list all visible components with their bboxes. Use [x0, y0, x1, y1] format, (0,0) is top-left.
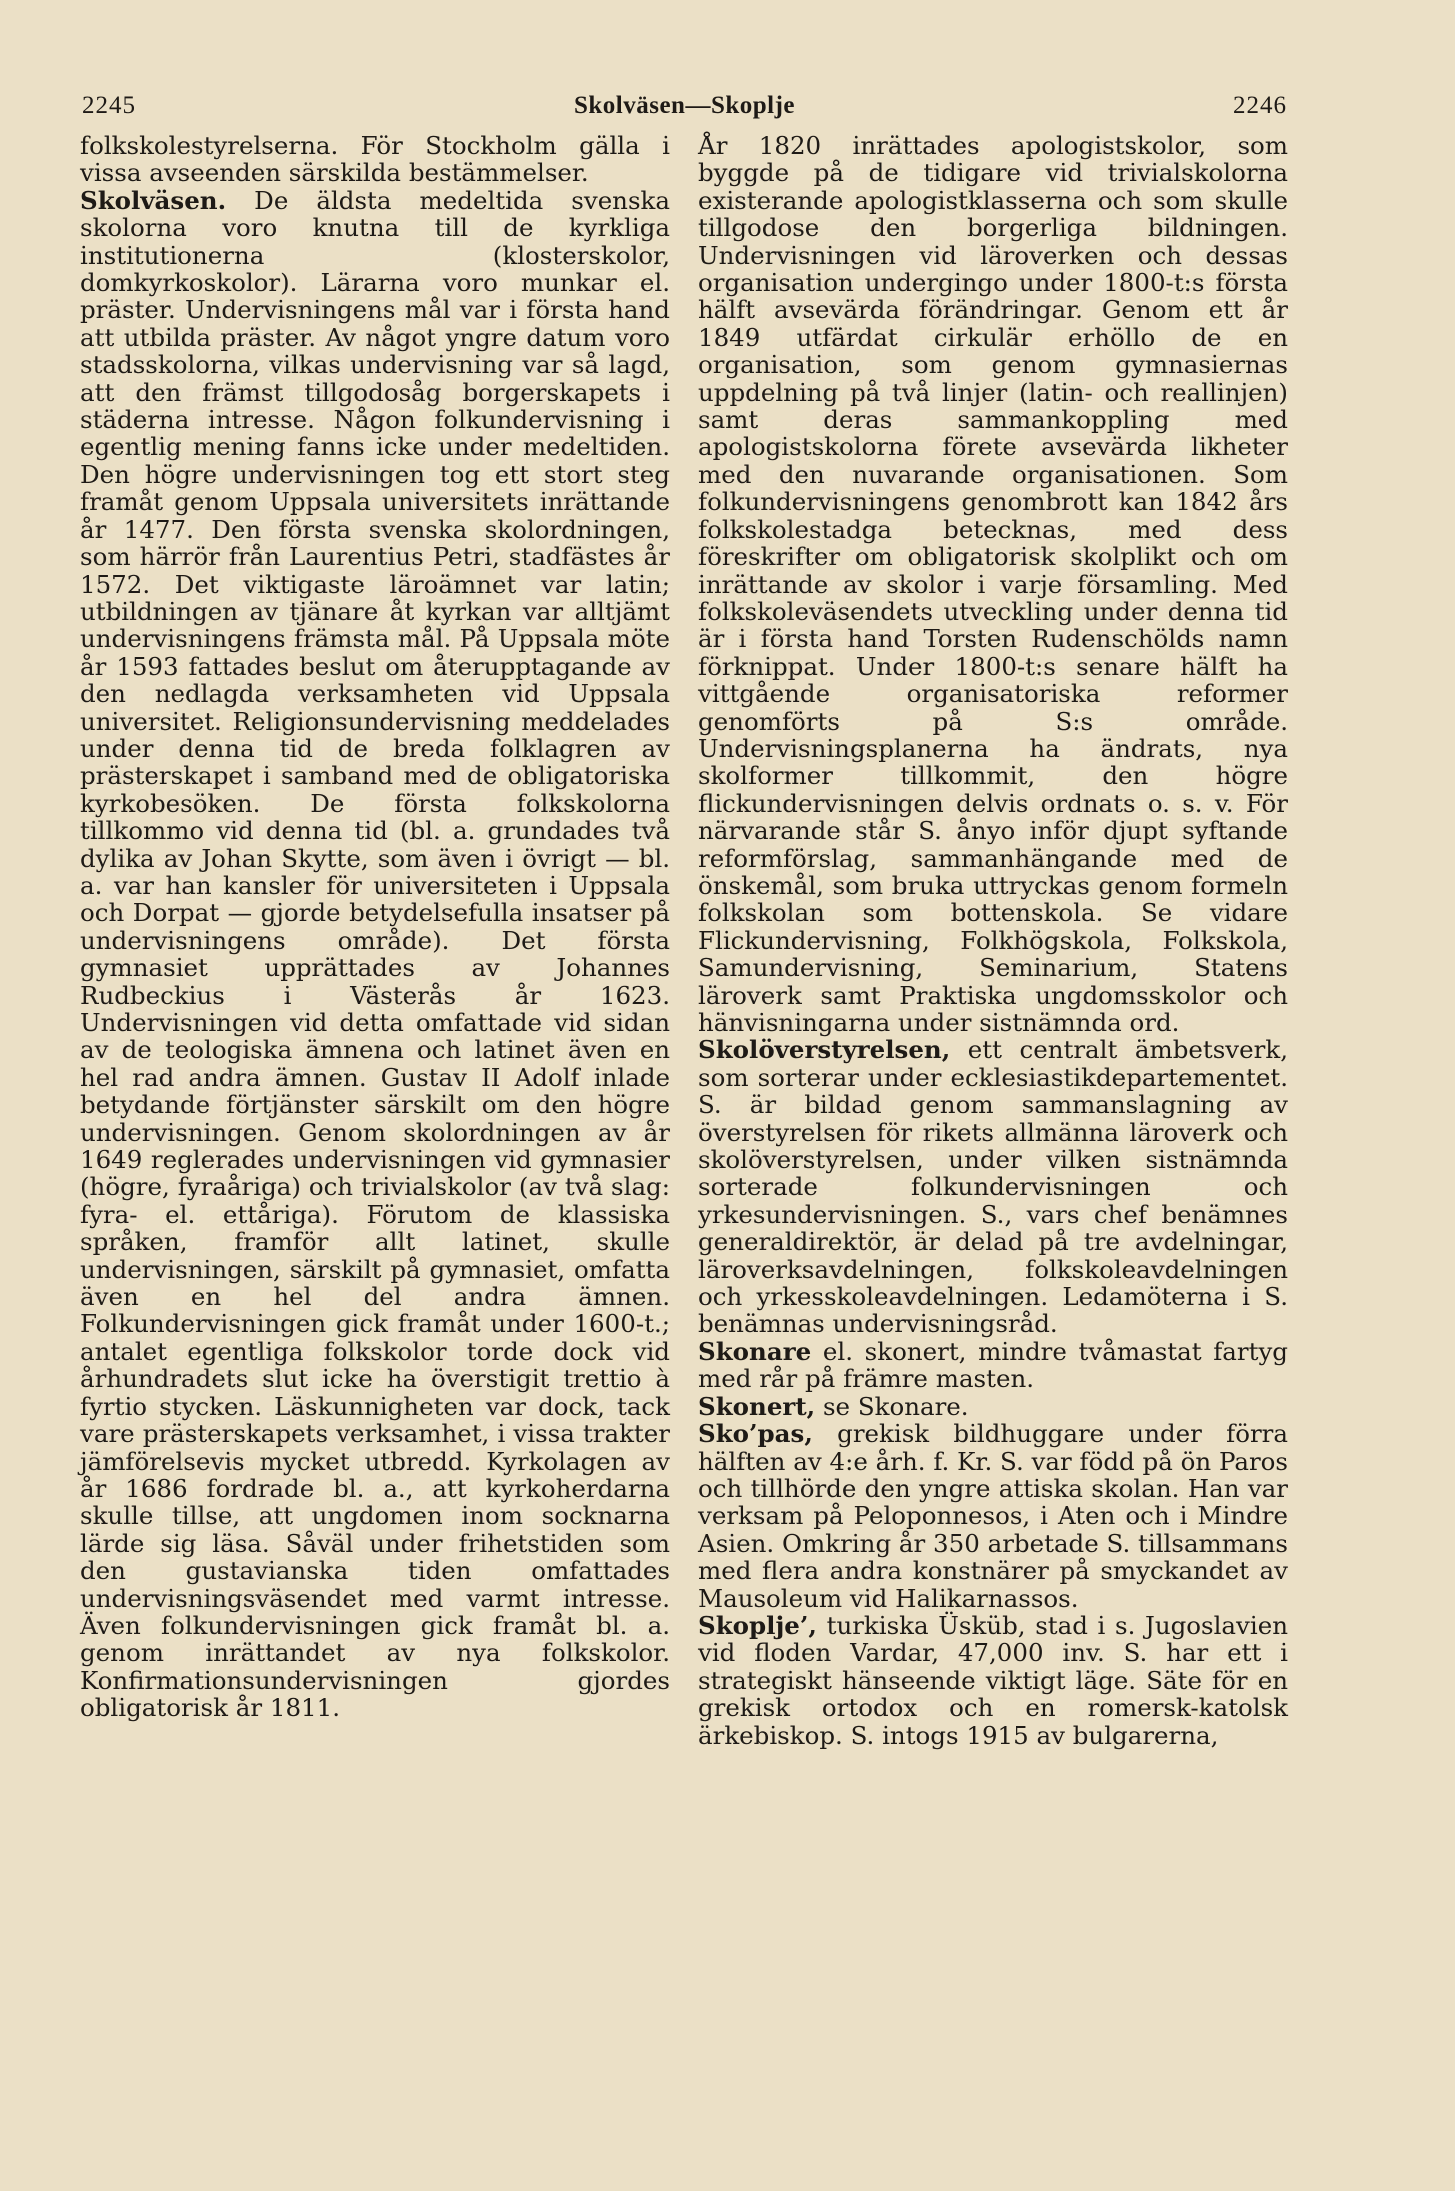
page-header — [82, 92, 1287, 126]
entry-headword: Skolöverstyrelsen, — [698, 1035, 951, 1065]
article-entry: Skonert, se Skonare. — [698, 1391, 969, 1421]
entry-headword: Skonare — [698, 1336, 812, 1366]
page-number-right: 2246 — [1233, 92, 1287, 119]
article-entry: Skoplje’, turkiska Üsküb, stad i s. Jugoslavien vid floden Vardar, 47,000 inv. S. har ett i strategiskt hänseende viktigt läge. Säte för en grekisk ortodox och en romersk-katolsk ärkebiskop. S. intogs 1915 av bulgarerna, — [698, 1610, 1288, 1750]
entry-headword: Skonert, — [698, 1391, 816, 1421]
right-column — [698, 132, 1288, 1749]
entry-headword: Skolväsen. — [80, 185, 227, 215]
running-title: Skolväsen—Skoplje — [573, 92, 796, 119]
article-entry: Skolväsen. De äldsta medeltida svenska skolorna voro knutna till de kyrkliga institutionerna (klosterskolor, domkyrkoskolor). Lärarna voro munkar el. präster. Undervisningens mål var i första hand att utbilda präster. Av något yngre datum voro stadsskolorna, vilkas undervisning var så lagd, att den främst tillgodosåg borgerskapets i städerna intresse. Någon folkundervisning i egentlig mening fanns icke under medeltiden. Den högre undervisningen tog ett stort steg framåt genom Uppsala universitets inrättande år 1477. Den första svenska skolordningen, som härrör från Laurentius Petri, stadfästes år 1572. Det viktigaste läroämnet var latin; utbildningen av tjänare åt kyrkan var alltjämt undervisningens främsta mål. På Uppsala möte år 1593 fattades beslut om återupptagande av den nedlagda verksamheten vid Uppsala universitet. Religionsundervisning meddelades under denna tid de breda folklagren av prästerskapet i samband med de obligatoriska kyrkobesöken. De första folkskolorna tillkommo vid denna tid (bl. a. grundades två dylika av Johan Skytte, som även i övrigt — bl. a. var han kansler för universiteten i Uppsala och Dorpat — gjorde betydelsefulla insatser på undervisningens område). Det första gymnasiet upprättades av Johannes Rudbeckius i Västerås år 1623. Undervisningen vid detta omfattade vid sidan av de teologiska ämnena och latinet även en hel rad andra ämnen. Gustav II Adolf inlade betydande förtjänster särskilt om den högre undervisningen. Genom skolordningen av år 1649 reglerades undervisningen vid gymnasier (högre, fyraåriga) och trivialskolor (av två slag: fyra- el. ettåriga). Förutom de klassiska språken, framför allt latinet, skulle undervisningen, särskilt på gymnasiet, omfatta även en hel del andra ämnen. Folkundervisningen gick framåt under 1600-t.; antalet egentliga folkskolor torde dock vid århundradets slut icke ha överstigit trettio à fyrtio stycken. Läskunnigheten var dock, tack vare prästerskapets verksamhet, i vissa trakter jämförelsevis mycket utbredd. Kyrkolagen av år 1686 fordrade bl. a., att kyrkoherdarna skulle tillse, att ungdomen inom socknarna lärde sig läsa. Såväl under frihetstiden som den gustavianska tiden omfattades undervisningsväsendet med varmt intresse. Även folkundervisningen gick framåt bl. a. genom inrättandet av nya folkskolor. Konfirmationsundervisningen gjordes obligatorisk år 1811. — [80, 185, 670, 1723]
article-entry: Skolöverstyrelsen, ett centralt ämbetsverk, som sorterar under ecklesiastikdepartementet. S. är bildad genom sammanslagning av överstyrelsen för rikets allmänna läroverk och skolöverstyrelsen, under vilken sistnämnda sorterade folkundervisningen och yrkesundervisningen. S., vars chef benämnes generaldirektör, är delad på tre avdelningar, läroverksavdelningen, folkskoleavdelningen och yrkesskoleavdelningen. Ledamöterna i S. benämnas undervisningsråd. — [698, 1035, 1288, 1339]
article-continuation: År 1820 inrättades apologistskolor, som byggde på de tidigare vid trivialskolorna existerande apologistklasserna och som skulle tillgodose den borgerliga bildningen. Undervisningen vid läroverken och dessas organisation undergingo under 1800-t:s första hälft avsevärda förändringar. Genom ett år 1849 utfärdat cirkulär erhöllo de en organisation, som genom gymnasiernas uppdelning på två linjer (latin- och reallinjen) samt deras sammankoppling med apologistskolorna förete avsevärda likheter med den nuvarande organisationen. Som folkundervisningens genombrott kan 1842 års folkskolestadga betecknas, med dess föreskrifter om obligatorisk skolplikt och om inrättande av skolor i varje församling. Med folkskoleväsendets utveckling under denna tid är i första hand Torsten Rudenschölds namn förknippat. Under 1800-t:s senare hälft ha vittgående organisatoriska reformer genomförts på S:s område. Undervisningsplanerna ha ändrats, nya skolformer tillkommit, den högre flickundervisningen delvis ordnats o. s. v. För närvarande står S. ånyo inför djupt syftande reformförslag, sammanhängande med de önskemål, som bruka uttryckas genom formeln folkskolan som bottenskola. Se vidare Flickundervisning, Folkhögskola, Folkskola, Samundervisning, Seminarium, Statens läroverk samt Praktiska ungdomsskolor och hänvisningarna under sistnämnda ord. — [698, 131, 1288, 1037]
page-number-left: 2245 — [82, 92, 136, 119]
entry-headword: Sko’pas, — [698, 1419, 813, 1449]
article-continuation: folkskolestyrelserna. För Stockholm gälla i vissa avseenden särskilda bestämmelser. — [80, 131, 670, 188]
article-entry: Skonare el. skonert, mindre tvåmastat fartyg med rår på främre masten. — [698, 1336, 1288, 1394]
article-entry: Sko’pas, grekisk bildhuggare under förra hälften av 4:e årh. f. Kr. S. var född på ön Paros och tillhörde den yngre attiska skolan. Han var verksam på Peloponnesos, i Aten och i Mindre Asien. Omkring år 350 arbetade S. tillsammans med flera andra konstnärer på smyckandet av Mausoleum vid Halikarnassos. — [698, 1419, 1288, 1613]
entry-headword: Skoplje’, — [698, 1610, 817, 1640]
left-column — [80, 132, 670, 1722]
